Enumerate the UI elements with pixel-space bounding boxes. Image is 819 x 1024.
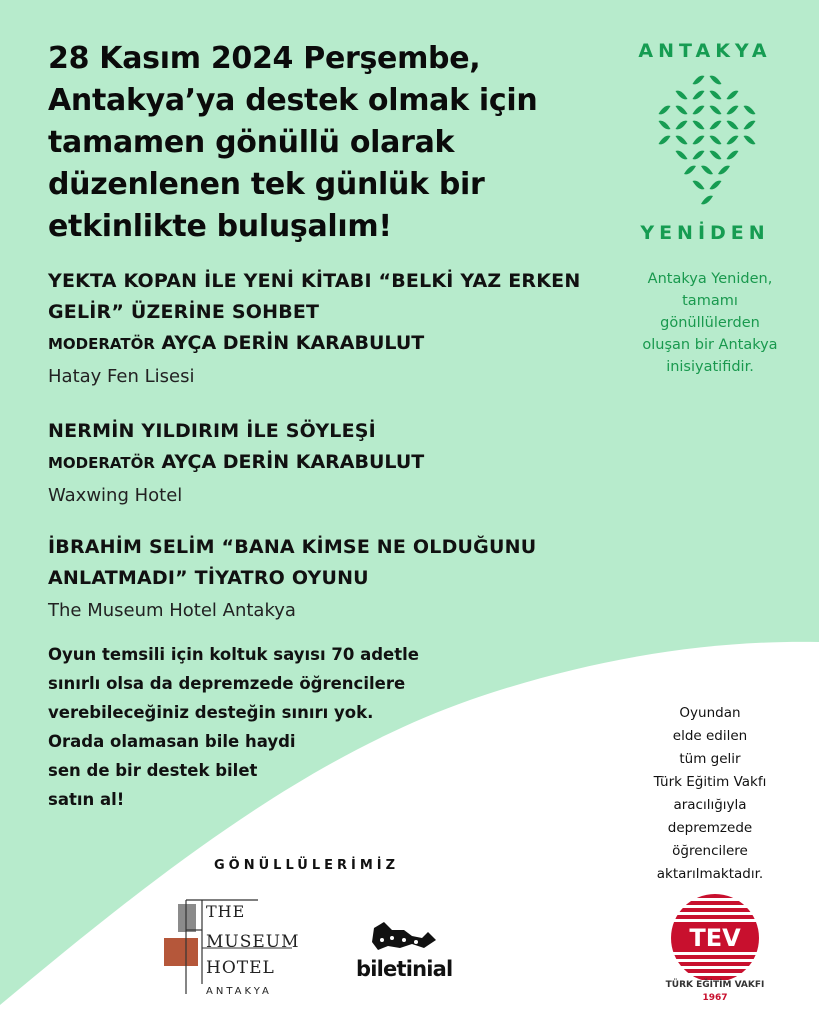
leaf-icon <box>718 166 730 175</box>
side-note-line: inisiyatifidir. <box>666 359 754 375</box>
leaf-icon <box>710 121 722 130</box>
income-line: tüm gelir <box>679 751 741 767</box>
biletinial-wordmark: biletinial <box>356 957 453 981</box>
museum-logo-line1: THE <box>206 902 246 921</box>
leaf-icon <box>693 151 705 160</box>
event-3 <box>48 532 588 626</box>
museum-logo-line3: HOTEL <box>206 958 275 978</box>
ticket-note <box>48 640 468 814</box>
event-title: YEKTA KOPAN İLE YENİ KİTABI “BELKİ YAZ ERKEN GELİR” ÜZERİNE SOHBET <box>48 270 581 323</box>
antakya-logo-bottom-word: YENİDEN <box>640 222 770 244</box>
leaf-icon <box>693 106 705 115</box>
leaf-icon <box>659 106 671 115</box>
leaf-icon <box>710 181 722 190</box>
side-note-line: oluşan bir Antakya <box>642 337 778 353</box>
note-line: Oyun temsili için koltuk sayısı 70 adetle <box>48 645 419 664</box>
leaf-icon <box>693 121 705 130</box>
leaf-icon <box>676 106 688 115</box>
leaf-icon <box>659 121 671 130</box>
antakya-logo-top-word: ANTAKYA <box>638 40 772 62</box>
side-note-line: tamamı <box>682 293 738 309</box>
leaf-icon <box>727 151 739 160</box>
leaf-icon <box>727 91 739 100</box>
leaf-icon <box>693 91 705 100</box>
income-line: Türk Eğitim Vakfı <box>653 774 767 790</box>
moderator-name: AYÇA DERİN KARABULUT <box>161 332 425 354</box>
event-2 <box>48 416 608 511</box>
headline: 28 Kasım 2024 Perşembe, Antakya’ya destek olmak için tamamen gönüllü olarak düzenlenen tek günlük bir etkinlikte buluşalım! <box>48 41 538 244</box>
income-line: aracılığıyla <box>673 797 747 813</box>
event-venue: Hatay Fen Lisesi <box>48 366 195 387</box>
museum-logo-line2: MUSEUM <box>206 932 300 952</box>
leaf-icon <box>676 121 688 130</box>
leaf-icon <box>710 76 722 85</box>
leaf-icon <box>710 151 722 160</box>
leaf-icon <box>744 106 756 115</box>
volunteers-heading: GÖNÜLLÜLERİMİZ <box>214 858 400 873</box>
income-line: elde edilen <box>672 728 748 744</box>
tev-name: TÜRK EĞİTİM VAKFI <box>665 980 765 990</box>
leaf-icon <box>710 136 722 145</box>
leaf-icon <box>701 166 713 175</box>
income-line: Oyundan <box>679 705 741 721</box>
moderator-label: MODERATÖR <box>48 335 155 353</box>
note-line: satın al! <box>48 790 125 809</box>
note-line: verebileceğiniz desteğin sınırı yok. <box>48 703 374 722</box>
note-line: sen de bir destek bilet <box>48 761 258 780</box>
leaf-icon <box>693 76 705 85</box>
leaf-icon <box>744 136 756 145</box>
leaf-icon <box>727 106 739 115</box>
event-venue: The Museum Hotel Antakya <box>48 600 296 621</box>
leaf-icon <box>693 181 705 190</box>
tev-logo-icon <box>665 892 765 992</box>
leaf-icon <box>727 136 739 145</box>
note-line: sınırlı olsa da depremzede öğrencilere <box>48 674 406 693</box>
leaf-icon <box>676 136 688 145</box>
moderator-line <box>48 328 608 360</box>
leaf-icon <box>710 91 722 100</box>
leaf-icon <box>676 151 688 160</box>
income-line: depremzede <box>667 820 753 836</box>
leaf-icon <box>744 121 756 130</box>
income-line: aktarılmaktadır. <box>656 866 764 882</box>
moderator-line <box>48 447 608 479</box>
event-title: İBRAHİM SELİM “BANA KİMSE NE OLDUĞUNU ANLATMADI” TİYATRO OYUNU <box>48 536 537 589</box>
leaf-icon <box>701 196 713 205</box>
event-title: NERMİN YILDIRIM İLE SÖYLEŞİ <box>48 420 376 442</box>
museum-logo-line4: ANTAKYA <box>206 986 272 997</box>
leaf-icon <box>710 106 722 115</box>
side-note-line: gönüllülerden <box>660 315 760 331</box>
income-line: öğrencilere <box>672 843 748 859</box>
event-1 <box>48 266 608 392</box>
leaf-icon <box>727 121 739 130</box>
initiative-note <box>620 268 800 378</box>
event-venue: Waxwing Hotel <box>48 485 183 506</box>
leaf-icon <box>684 166 696 175</box>
leaf-icon <box>659 136 671 145</box>
side-note-line: Antakya Yeniden, <box>647 271 773 287</box>
moderator-name: AYÇA DERİN KARABULUT <box>161 451 425 473</box>
note-line: Orada olamasan bile haydi <box>48 732 296 751</box>
antakya-tree-logo-icon <box>634 72 780 218</box>
moderator-label: MODERATÖR <box>48 454 155 472</box>
leaf-icon <box>676 91 688 100</box>
leaf-icon <box>693 136 705 145</box>
tev-abbr: TEV <box>689 924 741 952</box>
income-note <box>630 702 790 886</box>
museum-hotel-logo <box>162 898 302 1003</box>
tev-year: 1967 <box>702 993 728 1003</box>
